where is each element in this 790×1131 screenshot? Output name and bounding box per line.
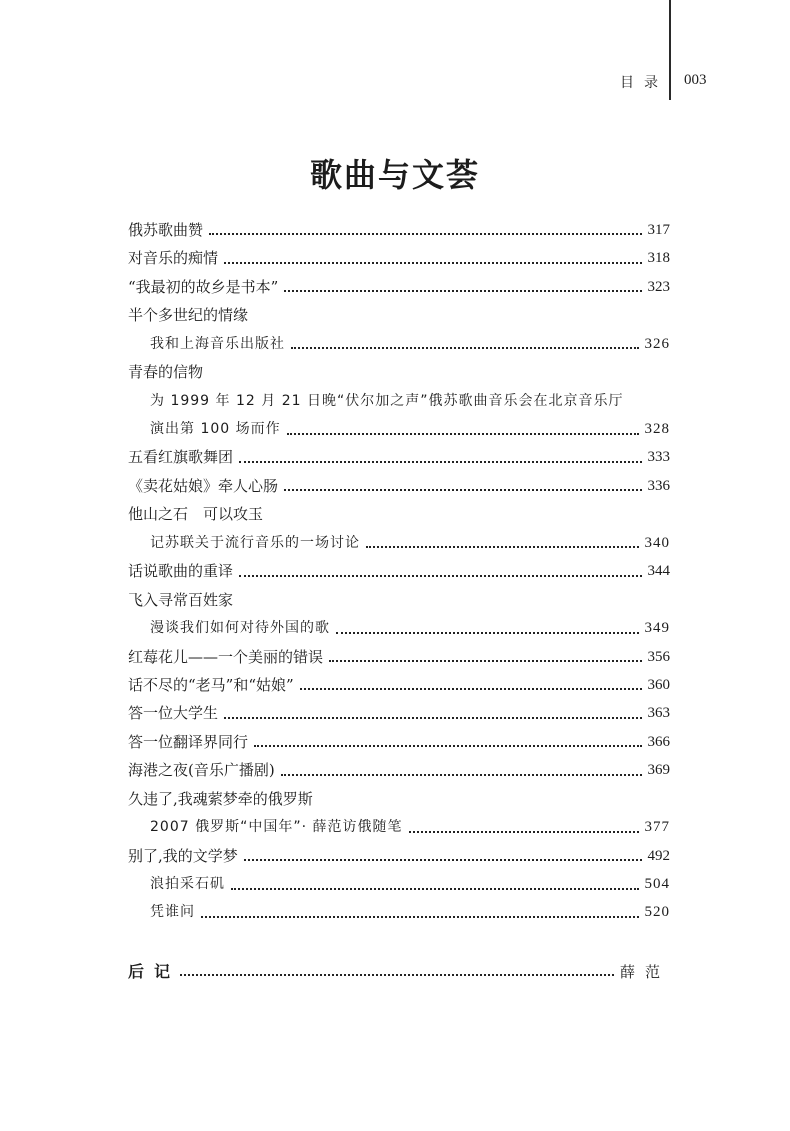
toc-entry-page: 326 [644,335,670,352]
toc-entry-page: 333 [647,449,670,466]
toc-entry-title: “我最初的故乡是书本” [128,277,279,296]
toc-entry-title: 凭谁问 [150,904,195,921]
toc-entry-title: 久违了,我魂萦梦牵的俄罗斯 [128,789,313,808]
toc-entry-page: 328 [644,421,670,438]
dot-leader [284,290,641,292]
toc-list [128,216,670,927]
dot-leader [244,859,642,861]
toc-entry-title: 青春的信物 [128,363,204,382]
toc-entry-page: 366 [647,733,670,750]
toc-subentry[interactable] [128,899,670,927]
toc-entry-page: 377 [644,819,670,836]
toc-entry-page: 369 [647,762,670,779]
toc-entry-title: 五看红旗歌舞团 [128,448,234,467]
dot-leader [209,233,641,235]
toc-entry-title: 海港之夜(音乐广播剧) [128,761,275,780]
toc-entry-title: 俄苏歌曲赞 [128,220,204,239]
toc-entry-title: 2007 俄罗斯“中国年”· 薛范访俄随笔 [150,819,403,836]
toc-entry-title: 我和上海音乐出版社 [150,335,285,352]
dot-leader [300,688,642,690]
toc-entry-page: 349 [644,620,670,637]
dot-leader [291,347,639,349]
toc-entry[interactable] [128,557,670,585]
section-title: 歌曲与文荟 [309,156,480,194]
toc-entry[interactable] [128,842,670,870]
dot-leader [366,546,639,548]
dot-leader [287,433,639,435]
toc-entry-title: 答一位翻译界同行 [128,732,249,751]
dot-leader [284,489,641,491]
afterword-entry[interactable] [128,959,670,982]
toc-entry-title: 半个多世纪的情缘 [128,306,249,325]
dot-leader [224,717,641,719]
toc-subentry[interactable] [128,813,670,841]
toc-entry-title: 话说歌曲的重译 [128,562,234,581]
toc-subentry[interactable] [128,529,670,557]
dot-leader [231,888,639,890]
toc-entry-title: 红莓花儿——一个美丽的错误 [128,647,324,666]
toc-entry-title: 答一位大学生 [128,704,219,723]
toc-subentry[interactable] [128,614,670,642]
toc-entry-page: 340 [644,534,670,551]
toc-subentry[interactable] [128,870,670,898]
toc-entry-page: 323 [647,278,670,295]
toc-entry-page: 492 [647,847,670,864]
toc-entry[interactable] [128,699,670,727]
toc-entry-page: 356 [647,648,670,665]
running-header-section: 目录 [620,75,668,91]
toc-entry-title: 记苏联关于流行音乐的一场讨论 [150,534,360,551]
toc-entry[interactable] [128,273,670,301]
toc-entry-title: 飞入寻常百姓家 [128,590,234,609]
toc-entry[interactable] [128,643,670,671]
toc-entry-title: 对音乐的痴情 [128,249,219,268]
toc-entry-page: 360 [647,676,670,693]
dot-leader [281,774,642,776]
toc-entry[interactable] [128,444,670,472]
toc-entry-page: 520 [644,904,670,921]
running-header [620,72,707,92]
toc-entry-page: 344 [647,563,670,580]
page-number: 003 [684,72,707,88]
toc-entry[interactable] [128,671,670,699]
dot-leader [239,461,641,463]
toc-subentry[interactable] [128,330,670,358]
dot-leader [336,632,639,634]
toc-entry[interactable] [128,785,670,813]
toc-entry-title: 演出第 100 场而作 [150,421,281,438]
toc-subentry[interactable] [128,415,670,443]
margin-rule [669,0,671,100]
toc-entry-page: 318 [647,250,670,267]
toc-entry[interactable] [128,756,670,784]
toc-entry-page: 317 [647,221,670,238]
toc-entry[interactable] [128,301,670,329]
toc-entry-title: 《卖花姑娘》牵人心肠 [128,476,279,495]
toc-entry[interactable] [128,500,670,528]
toc-entry[interactable] [128,216,670,244]
toc-entry-title: 浪拍采石矶 [150,876,225,893]
toc-entry[interactable] [128,728,670,756]
afterword-author: 薛范 [619,963,670,981]
afterword-label: 后记 [128,962,181,981]
toc-entry-title: 话不尽的“老马”和“姑娘” [128,675,294,694]
toc-entry[interactable] [128,586,670,614]
toc-entry-page: 504 [644,876,670,893]
toc-entry-page: 363 [647,705,670,722]
toc-entry-title: 为 1999 年 12 月 21 日晚“伏尔加之声”俄苏歌曲音乐会在北京音乐厅 [150,392,624,409]
dot-leader [224,262,641,264]
toc-entry-title: 别了,我的文学梦 [128,846,238,865]
toc-subentry[interactable] [128,387,670,415]
dot-leader [180,974,614,976]
toc-entry-page: 336 [647,477,670,494]
toc-entry-title: 漫谈我们如何对待外国的歌 [150,620,330,637]
toc-entry[interactable] [128,358,670,386]
dot-leader [239,575,641,577]
toc-entry[interactable] [128,472,670,500]
dot-leader [409,831,639,833]
toc-entry[interactable] [128,244,670,272]
dot-leader [201,916,639,918]
toc-entry-title: 他山之石 可以攻玉 [128,505,264,524]
dot-leader [254,745,641,747]
dot-leader [329,660,641,662]
